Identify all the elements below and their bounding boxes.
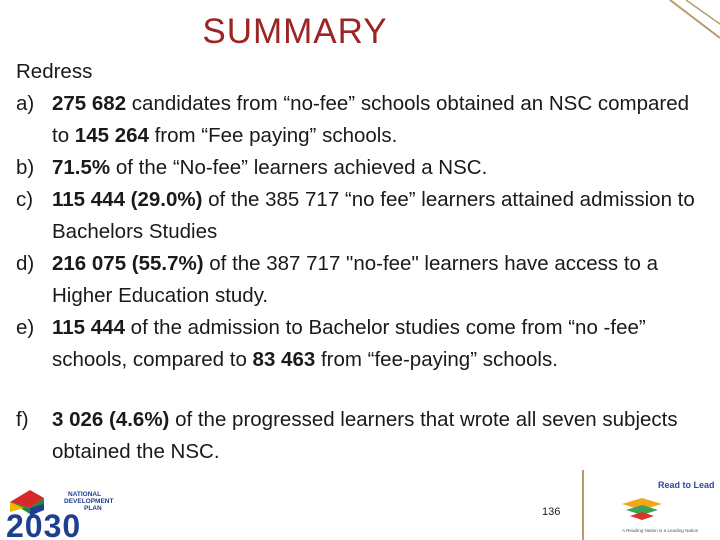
item-text (52, 88, 706, 152)
ndp-year: 2030 (6, 508, 82, 540)
corner-decoration (650, 0, 720, 40)
item-text-run: from “fee-paying” schools. (315, 348, 558, 371)
summary-list (16, 88, 706, 468)
item-highlight: 71.5% (52, 156, 111, 179)
item-highlight: 115 444 (52, 316, 125, 339)
item-highlight: 83 463 (252, 348, 316, 371)
footer-divider (582, 470, 584, 540)
item-highlight: 145 264 (74, 124, 149, 147)
item-highlight: 216 075 (55.7%) (52, 252, 204, 275)
list-item (16, 312, 706, 376)
page-number: 136 (542, 506, 561, 518)
item-label: e) (16, 316, 35, 339)
item-text-run: of the 387 717 "no-fee" learners have access to a Higher Education study. (52, 252, 659, 307)
rtl-tagline: A Reading Nation is a Leading Nation (622, 528, 699, 533)
item-label: f) (16, 408, 29, 431)
item-text-run: of the 385 717 “no fee” learners attained admission to Bachelors Studies (52, 188, 695, 243)
item-highlight: 3 026 (4.6%) (52, 408, 170, 431)
list-item (16, 404, 706, 468)
list-item (16, 152, 706, 184)
list-item (16, 184, 706, 248)
item-label: b) (16, 156, 35, 179)
item-label: d) (16, 252, 35, 275)
item-text-run: of the “No-fee” learners achieved a NSC. (110, 156, 488, 179)
item-text (52, 152, 706, 184)
ndp-line1: NATIONAL (68, 491, 102, 498)
item-text-run: candidates from “no-fee” schools obtained an NSC compared to (52, 92, 690, 147)
ndp-line2: DEVELOPMENT (64, 498, 114, 505)
item-text-run: from “Fee paying” schools. (148, 124, 398, 147)
page-title: SUMMARY (202, 12, 388, 51)
section-heading: Redress (16, 60, 93, 83)
item-text (52, 248, 706, 312)
item-text (52, 312, 706, 376)
list-item (16, 248, 706, 312)
ndp-2030-logo (4, 486, 134, 540)
item-text (52, 404, 706, 468)
rtl-name: Read to Lead (658, 480, 715, 490)
item-highlight: 115 444 (29.0%) (52, 188, 203, 211)
ndp-line3: PLAN (84, 505, 102, 512)
item-text-run: of the admission to Bachelor studies come from “no -fee” schools, compared to (52, 316, 646, 371)
item-text-run: of the progressed learners that wrote all seven subjects obtained the NSC. (52, 408, 678, 463)
list-spacer (16, 376, 706, 404)
item-label: c) (16, 188, 34, 211)
list-item (16, 88, 706, 152)
item-highlight: 275 682 (52, 92, 127, 115)
read-to-lead-logo (612, 474, 716, 536)
summary-content (16, 56, 706, 468)
item-text (52, 184, 706, 248)
item-label: a) (16, 92, 35, 115)
